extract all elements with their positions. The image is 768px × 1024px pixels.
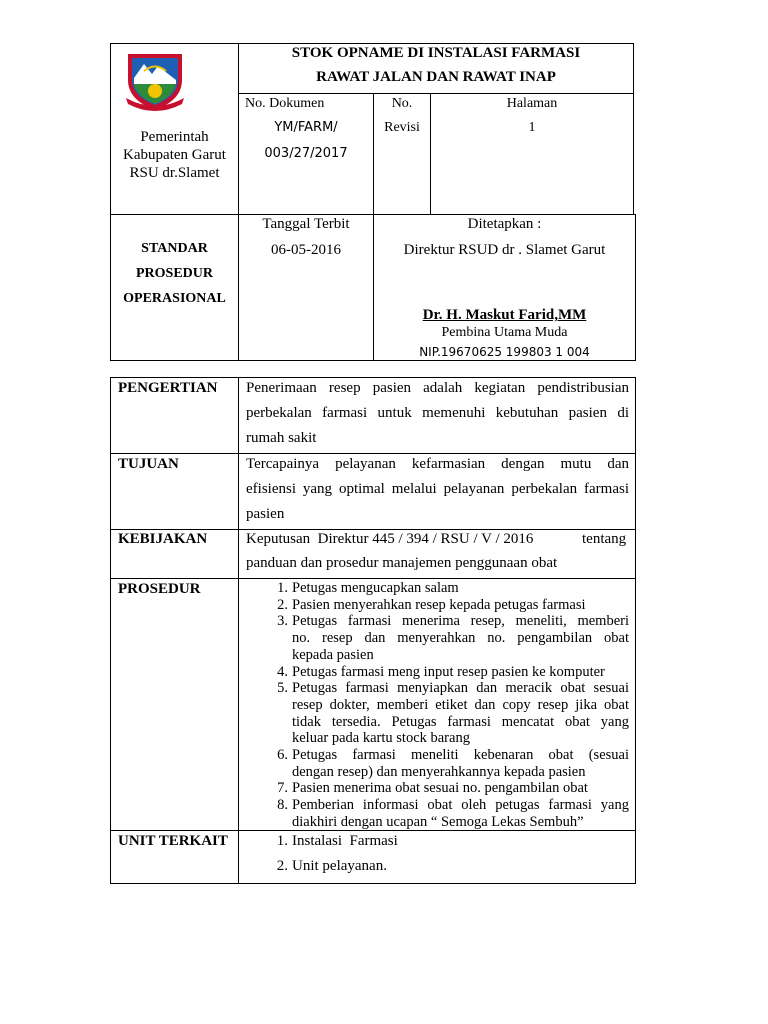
procedure-step-line: Pasien menerima obat sesuai no. pengambilan obat bbox=[292, 780, 588, 797]
procedure-step-line: kepada pasien bbox=[292, 646, 374, 663]
page-value: 1 bbox=[528, 120, 536, 135]
pengertian-text bbox=[246, 379, 629, 447]
prosedur-list bbox=[277, 580, 629, 831]
title-line-1: STOK OPNAME DI INSTALASI FARMASI bbox=[291, 45, 581, 61]
unit-item-number: 1. bbox=[276, 833, 288, 849]
prosedur-label: PROSEDUR bbox=[118, 581, 201, 597]
sop-label bbox=[111, 240, 238, 307]
sop-line-2: PROSEDUR bbox=[135, 266, 213, 281]
kebijakan-line-1b: tentang bbox=[582, 531, 627, 547]
procedure-step-number: 6. bbox=[277, 747, 288, 764]
kebijakan-label: KEBIJAKAN bbox=[118, 531, 208, 547]
procedure-step-line: dengan resep) dan menyerahkannya kepada pasien bbox=[292, 763, 586, 780]
kebijakan-line-1a: Keputusan Direktur 445 / 394 / RSU / V / 2016 bbox=[246, 531, 534, 547]
procedure-step bbox=[277, 596, 629, 614]
procedure-step-number: 2. bbox=[277, 596, 288, 613]
procedure-step bbox=[277, 747, 629, 780]
stipulated-by: Direktur RSUD dr . Slamet Garut bbox=[403, 242, 606, 258]
procedure-step-line: Petugas mengucapkan salam bbox=[292, 580, 459, 596]
procedure-step-line: Pemberian informasi obat oleh petugas farmasi yang bbox=[292, 797, 629, 814]
tujuan-text bbox=[246, 455, 629, 523]
unit-item-number: 2. bbox=[276, 858, 288, 874]
tujuan-line-2: efisiensi yang optimal melalui pelayanan perbekalan farmasi bbox=[246, 481, 629, 497]
unit-terkait-label: UNIT TERKAIT bbox=[118, 833, 228, 849]
doc-no-value bbox=[239, 120, 373, 162]
procedure-step-number: 8. bbox=[277, 797, 288, 814]
page-info bbox=[431, 95, 633, 136]
procedure-step bbox=[277, 613, 629, 663]
doc-no-line-2: 003/27/2017 bbox=[264, 146, 348, 161]
issue-date bbox=[239, 215, 373, 259]
procedure-step bbox=[277, 580, 629, 597]
procedure-step-line: Pasien menyerahkan resep kepada petugas farmasi bbox=[292, 596, 586, 613]
pengertian-label: PENGERTIAN bbox=[118, 380, 218, 396]
tujuan-line-3: pasien bbox=[246, 506, 285, 522]
procedure-step-line: Petugas farmasi menyiapkan dan meracik obat sesuai bbox=[292, 680, 629, 697]
revision-label-1: No. bbox=[391, 96, 413, 111]
procedure-step-number: 7. bbox=[277, 780, 288, 797]
tujuan-line-1: Tercapainya pelayanan kefarmasian dengan mutu dan bbox=[246, 456, 629, 472]
unit-terkait-list bbox=[276, 832, 629, 882]
procedure-step-line: resep dokter, memberi etiket dan copy resep jika obat bbox=[292, 696, 629, 713]
signer-block bbox=[374, 306, 635, 360]
org-line-3: RSU dr.Slamet bbox=[129, 165, 220, 181]
pengertian-line-1: Penerimaan resep pasien adalah kegiatan pendistribusian bbox=[246, 380, 629, 396]
stipulated-label: Ditetapkan : bbox=[467, 216, 542, 232]
procedure-step-line: tidak tersedia. Petugas farmasi mencatat obat yang bbox=[292, 713, 629, 730]
procedure-step-line: Petugas farmasi meneliti kebenaran obat (sesuai bbox=[292, 747, 629, 764]
signer-name: Dr. H. Maskut Farid,MM bbox=[422, 307, 587, 323]
document-title bbox=[239, 44, 633, 86]
sop-line-1: STANDAR bbox=[141, 241, 208, 256]
org-line-1: Pemerintah bbox=[140, 129, 209, 145]
procedure-step bbox=[277, 680, 629, 747]
procedure-step bbox=[277, 797, 629, 830]
signer-rank: Pembina Utama Muda bbox=[441, 325, 568, 340]
tujuan-label: TUJUAN bbox=[118, 456, 179, 472]
sop-line-3: OPERASIONAL bbox=[123, 291, 226, 306]
pengertian-line-2: perbekalan farmasi untuk memenuhi kebutuhan pasien di bbox=[246, 405, 629, 421]
stipulated-block bbox=[374, 215, 635, 259]
pengertian-line-3: rumah sakit bbox=[246, 430, 317, 446]
signer-nip: NIP.19670625 199803 1 004 bbox=[419, 345, 590, 359]
procedure-step-line: diakhiri dengan ucapan “ Semoga Lekas Sembuh” bbox=[292, 813, 584, 830]
unit-item-text: Unit pelayanan. bbox=[292, 858, 387, 874]
procedure-step bbox=[277, 780, 629, 797]
unit-item bbox=[276, 832, 629, 857]
procedure-step-line: Petugas farmasi menerima resep, meneliti, memberi bbox=[292, 613, 629, 630]
revision-label-2: Revisi bbox=[384, 120, 420, 135]
issue-date-value: 06-05-2016 bbox=[271, 242, 341, 258]
revision-label bbox=[374, 95, 430, 136]
page-label: Halaman bbox=[506, 96, 558, 111]
doc-no-label: No. Dokumen bbox=[245, 96, 325, 111]
title-line-2: RAWAT JALAN DAN RAWAT INAP bbox=[316, 69, 556, 85]
procedure-step-number: 3. bbox=[277, 613, 288, 630]
unit-item-text: Instalasi Farmasi bbox=[292, 833, 398, 849]
org-line-2: Kabupaten Garut bbox=[123, 147, 226, 163]
procedure-step bbox=[277, 663, 629, 681]
procedure-step-line: keluar pada kartu stock barang bbox=[292, 730, 470, 747]
procedure-step-line: no. resep dan menyerahkan no. pengambilan obat bbox=[292, 630, 629, 647]
unit-item bbox=[276, 857, 629, 882]
org-name bbox=[111, 128, 238, 182]
procedure-step-number: 1. bbox=[277, 580, 288, 596]
procedure-step-number: 5. bbox=[277, 680, 288, 697]
issue-date-label: Tanggal Terbit bbox=[262, 216, 350, 232]
garut-emblem-logo bbox=[124, 48, 186, 112]
kebijakan-line-2: panduan dan prosedur manajemen penggunaan obat bbox=[246, 555, 558, 571]
procedure-step-number: 4. bbox=[277, 663, 288, 680]
doc-no-line-1: YM/FARM/ bbox=[274, 120, 338, 135]
procedure-step-line: Petugas farmasi meng input resep pasien ke komputer bbox=[292, 663, 605, 680]
